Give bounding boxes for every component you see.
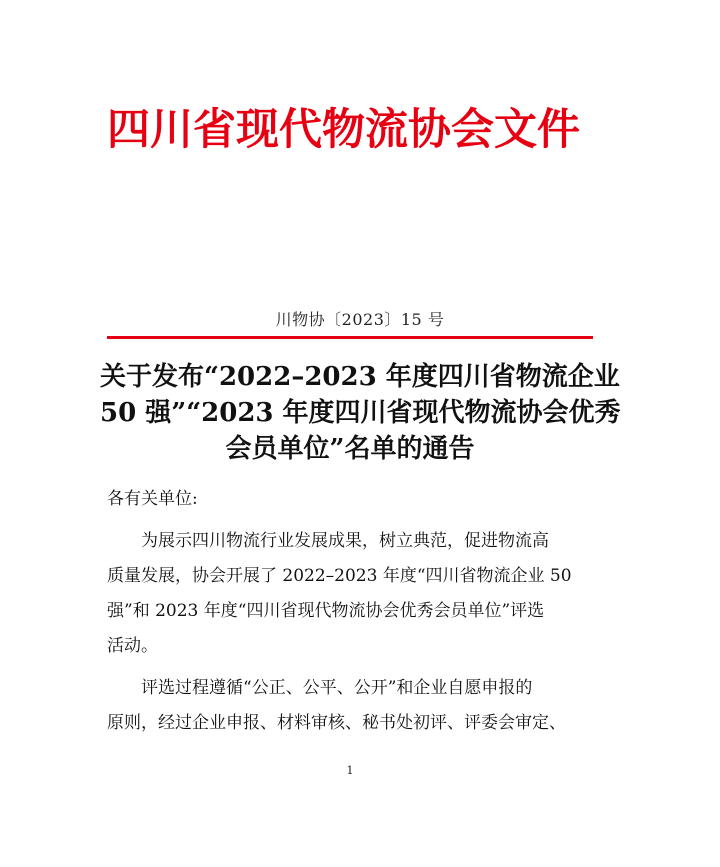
paragraph-line: 活动。 [107,636,158,656]
page-number: 1 [346,764,354,777]
paragraph-line: 质量发展，协会开展了 2022–2023 年度“四川省物流企业 50 [107,566,572,586]
document-masthead: 四川省现代物流协会文件 [107,105,580,155]
notice-title [100,359,621,467]
document-number: 川物协〔2023〕15 号 [275,310,445,329]
notice-title-line: 关于发布“2022–2023 年度四川省物流企业 [100,362,620,392]
notice-title-line: 会员单位”名单的通告 [225,434,475,464]
salutation: 各有关单位: [107,489,198,509]
paragraph-line: 评选过程遵循“公正、公平、公开”和企业自愿申报的 [141,678,533,698]
paragraph-line: 强”和 2023 年度“四川省现代物流协会优秀会员单位”评选 [107,601,545,621]
paragraph-line: 为展示四川物流行业发展成果，树立典范，促进物流高 [141,531,549,551]
paragraph-line: 原则，经过企业申报、材料审核、秘书处初评、评委会审定、 [107,713,566,733]
red-divider-rule [107,336,593,339]
paragraph-2 [107,671,597,741]
notice-title-line: 50 强”“2023 年度四川省现代物流协会优秀 [100,398,621,428]
notice-body [107,482,597,741]
paragraph-1 [107,524,597,664]
